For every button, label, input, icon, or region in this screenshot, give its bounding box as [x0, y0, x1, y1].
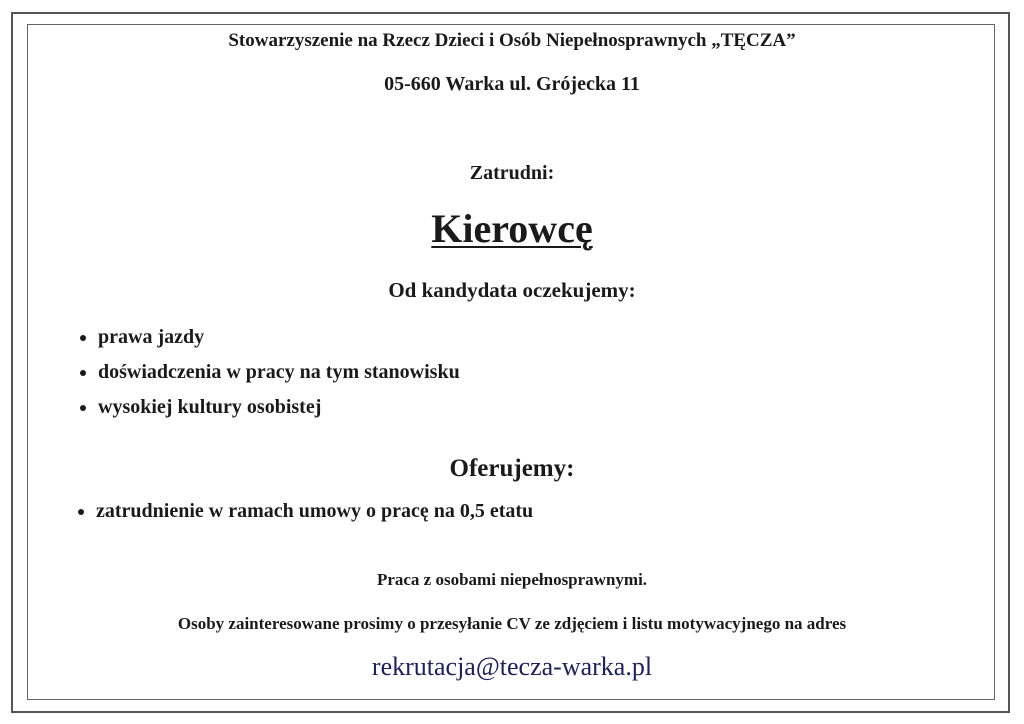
requirements-list: [78, 320, 460, 425]
offer-heading: Oferujemy:: [449, 455, 575, 482]
organization-name: Stowarzyszenie na Rzecz Dzieci i Osób Niepełnosprawnych „TĘCZA”: [228, 30, 796, 51]
offer-list: [76, 494, 533, 529]
requirement-item: [78, 355, 460, 390]
requirement-item: [78, 390, 460, 425]
recruitment-email-link[interactable]: rekrutacja@tecza-warka.pl: [371, 652, 653, 681]
bullet-icon: [80, 335, 86, 341]
bullet-icon: [78, 509, 84, 515]
work-note: Praca z osobami niepełnosprawnymi.: [376, 570, 648, 589]
application-instructions: Osoby zainteresowane prosimy o przesyłanie CV ze zdjęciem i listu motywacyjnego na adres: [177, 614, 847, 633]
requirements-heading: Od kandydata oczekujemy:: [388, 278, 636, 302]
offer-item: [76, 494, 533, 529]
requirement-item: [78, 320, 460, 355]
requirement-text: prawa jazdy: [98, 326, 205, 348]
bullet-icon: [80, 405, 86, 411]
position-title: Kierowcę: [431, 206, 593, 251]
organization-address: 05-660 Warka ul. Grójecka 11: [384, 73, 640, 95]
requirement-text: doświadczenia w pracy na tym stanowisku: [98, 361, 460, 383]
requirement-text: wysokiej kultury osobistej: [98, 396, 322, 418]
bullet-icon: [80, 370, 86, 376]
offer-text: zatrudnienie w ramach umowy o pracę na 0,5 etatu: [96, 500, 534, 522]
hiring-label: Zatrudni:: [469, 162, 555, 184]
